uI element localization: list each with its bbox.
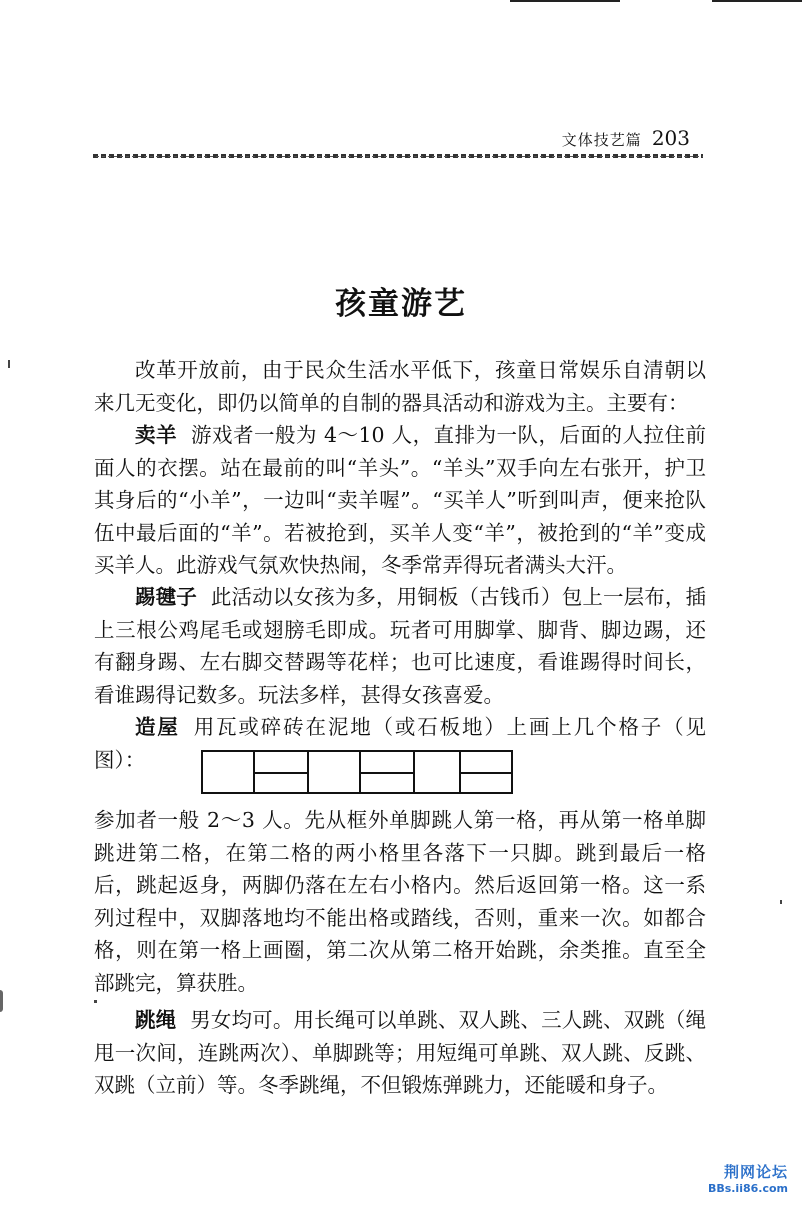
grid-cell [415,752,461,792]
scan-speck [780,900,782,904]
intro-paragraph [94,354,706,419]
chapter-title: 孩童游艺 [335,286,467,322]
grid-cell [203,752,255,792]
watermark-title: 荆网论坛 [723,1163,788,1181]
section-title: 文体技艺篇 [561,131,642,149]
grid-cell-split [361,752,415,792]
grid-cell-split [255,752,309,792]
header-rule [93,154,703,158]
watermark-url: BBs.ii86.com [707,1182,788,1195]
running-header [0,126,690,150]
scan-speck [94,1000,97,1003]
grid-cell-split [461,752,511,792]
page-number: 203 [651,126,690,150]
maiyang-keyword: 卖羊 [135,423,177,447]
tiaosheng-text: 男女均可。用长绳可以单跳、双人跳、三人跳、双跳（绳甩一次间，连跳两次）、单脚跳等；用短绳可单跳、双人跳、反跳、双跳（立前）等。冬季跳绳，不但锻炼弹跳力，还能暖和身子。 [94,1008,707,1097]
scan-speck [0,990,3,1012]
zaowu-text: 用瓦或碎砖在泥地（或石板地）上画上几个格子（见图）： [94,715,707,772]
zaowu-continued-text: 参加者一般 2～3 人。先从框外单脚跳人第一格，再从第一格单脚跳进第二格，在第二格的两小格里各落下一只脚。跳到最后一格后，跳起返身，两脚仍落在左右小格内。然后返回第一格。这一系列过程中，双脚落地均不能出格或踏线，否则，重来一次。如都合格，则在第一格上画圈，第二次从第二格开始跳，余类推。直至全部跳完，算获胜。 [94,808,706,995]
hopscotch-grid-figure [201,750,513,794]
intro-text: 改革开放前，由于民众生活水平低下，孩童日常娱乐自清朝以来几无变化，即仍以简单的自制的器具活动和游戏为主。主要有： [94,358,706,415]
maiyang-text: 游戏者一般为 4～10 人，直排为一队，后面的人拉住前面人的衣摆。站在最前的叫“羊头”。“羊头”双手向左右张开，护卫其身后的“小羊”，一边叫“卖羊喔”。“买羊人”听到叫声，便来抢队伍中最后面的“羊”。若被抢到，买羊人变“羊”，被抢到的“羊”变成买羊人。此游戏气氛欢快热闹，冬季常弄得玩者满头大汗。 [94,423,707,577]
tijianzi-keyword: 踢毽子 [135,585,197,609]
tiaosheng-keyword: 跳绳 [135,1008,177,1032]
grid-cell [309,752,361,792]
tijianzi-paragraph [94,581,706,711]
top-edge-line [712,0,802,2]
maiyang-paragraph [94,419,706,582]
zaowu-continued-paragraph [94,804,706,999]
top-edge-line [510,0,620,2]
forum-watermark [708,1161,788,1195]
zaowu-keyword: 造屋 [135,715,180,739]
tijianzi-text: 此活动以女孩为多，用铜板（古钱币）包上一层布，插上三根公鸡尾毛或翅膀毛即成。玩者可用脚掌、脚背、脚边踢，还有翻身踢、左右脚交替踢等花样；也可比速度，看谁踢得时间长，看谁踢得记数多。玩法多样，甚得女孩喜爱。 [94,585,707,707]
tiaosheng-paragraph [94,1004,706,1102]
scan-speck [8,360,10,368]
